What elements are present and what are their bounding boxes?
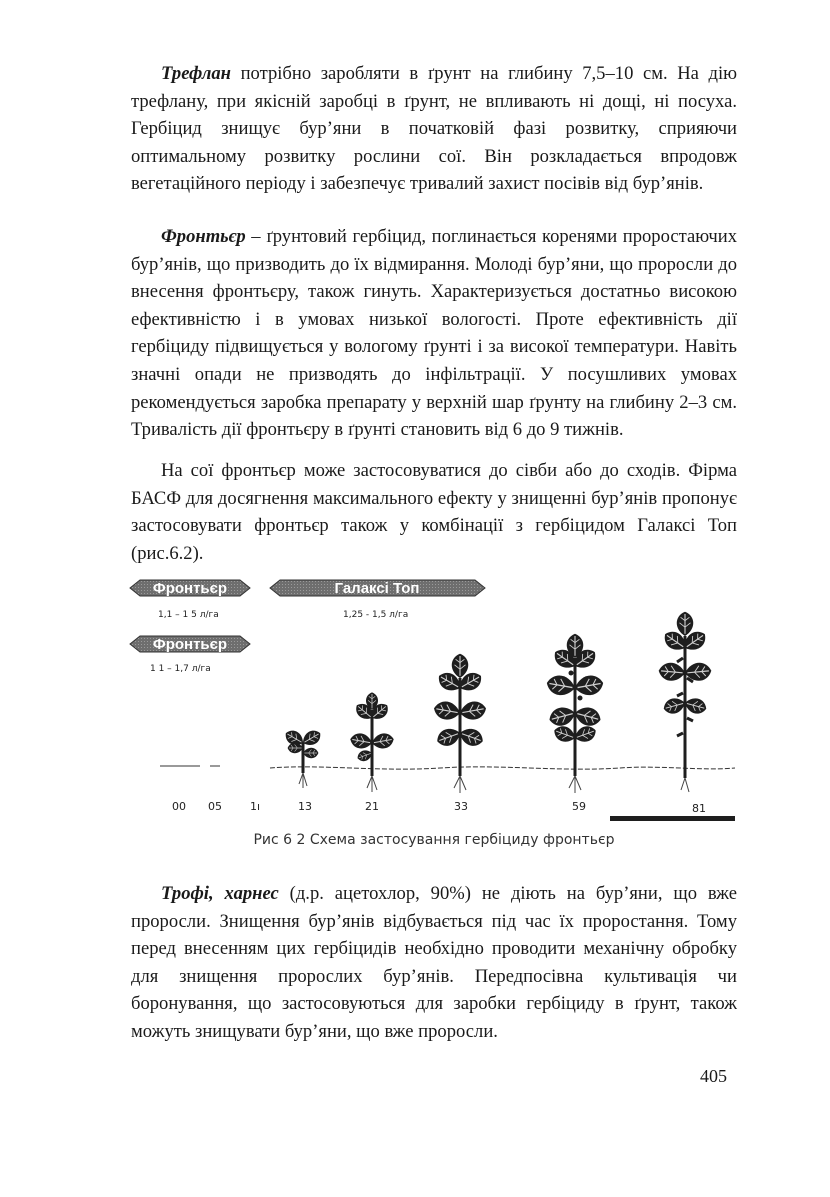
paragraph-text: (д.р. ацетохлор, 90%) не діють на бур’яни, що вже проросли. Знищення бур’янів відбувається під час їх проростання. Тому перед внесенням цих гербіцидів необхідно проводити механічну обробку для знищення пророслих бур’янів. Передпосівна культивація чи боронування, що застосовуються для заробки гербіциду в ґрунт, також можуть знищувати бур’яни, що вже проросли. (131, 883, 737, 1042)
plant-stage-13 (282, 727, 323, 788)
paragraph-treflan (131, 60, 737, 198)
paragraph-text: На сої фронтьєр може застосовуватися до сівби або до сходів. Фірма БАСФ для досягнення максимального ефекту у знищенні бур’янів пропонує застосовувати фронтьєр також у комбінації з гербіцидом Галаксі Топ (рис.6.2). (131, 460, 737, 564)
stage-label: 00 (172, 800, 186, 813)
paragraph-text: потрібно заробляти в ґрунт на глибину 7,5–10 см. На дію трефлану, при якісній заробці в ґрунт, не впливають ні дощі, ні посуха. Гербіцид знищує бур’яни в початковій фазі розвитку, сприяючи оптимальному розвитку рослини сої. Він розкладається впродовж вегетаційного періоду і забезпечує тривалий захист посівів від бур’янів. (131, 63, 737, 195)
badge-rate: 1,25 - 1,5 л/га (343, 610, 409, 620)
figure-caption: Рис 6 2 Схема застосування гербіциду фронтьєр (253, 832, 615, 848)
paragraph-lead: Трофі, харнес (161, 883, 279, 904)
paragraph-lead: Трефлан (161, 63, 231, 84)
plant-stage-81 (658, 612, 712, 792)
badge-label: Фронтьєр (152, 636, 228, 653)
plant-stage-33 (432, 654, 487, 793)
badge-frontier-2 (130, 636, 250, 674)
figure-6-2 (120, 578, 745, 826)
stage-label: 13 (298, 800, 312, 813)
stage-label: 59 (572, 800, 586, 813)
paragraph-trophy-harness (131, 880, 737, 1046)
stage-label: 33 (454, 800, 468, 813)
badge-label: Фронтьєр (152, 580, 228, 597)
stage-label: 21 (365, 800, 379, 813)
page-number: 405 (700, 1066, 727, 1086)
badge-frontier-1 (130, 580, 250, 620)
badge-label: Галаксі Топ (334, 580, 420, 597)
paragraph-lead: Фронтьєр (161, 226, 246, 247)
plant-stage-21 (349, 692, 395, 792)
stage-label: 1ı (250, 800, 261, 813)
badge-rate: 1,1 – 1 5 л/га (158, 610, 219, 620)
paragraph-text: – ґрунтовий гербіцид, поглинається коренями проростаючих бур’янів, що призводить до їх відмирання. Молоді бур’яни, що проросли до внесення фронтьєру, також гинуть. Характеризується достатньо високою ефективністю і в умовах низької вологості. Проте ефективність дії гербіциду підвищується у вологому ґрунті і за високої температури. Навіть значні опади не призводять до інфільтрації. У посушливих умовах рекомендується заробка препарату у верхній шар ґрунту на глибину 2–3 см. Тривалість дії фронтьєру в ґрунті становить від 6 до 9 тижнів. (131, 226, 737, 441)
stage-label: 05 (208, 800, 222, 813)
paragraph-soy-usage (131, 457, 737, 567)
stage-labels (172, 800, 706, 815)
badge-galaxy-top (270, 580, 485, 620)
paragraph-frontier (131, 223, 737, 444)
stage-label: 81 (692, 802, 706, 815)
herbicide-scheme-diagram (120, 578, 745, 826)
soil-bar (610, 816, 735, 821)
ground-line (160, 766, 735, 769)
badge-rate: 1 1 – 1,7 л/га (150, 664, 211, 674)
